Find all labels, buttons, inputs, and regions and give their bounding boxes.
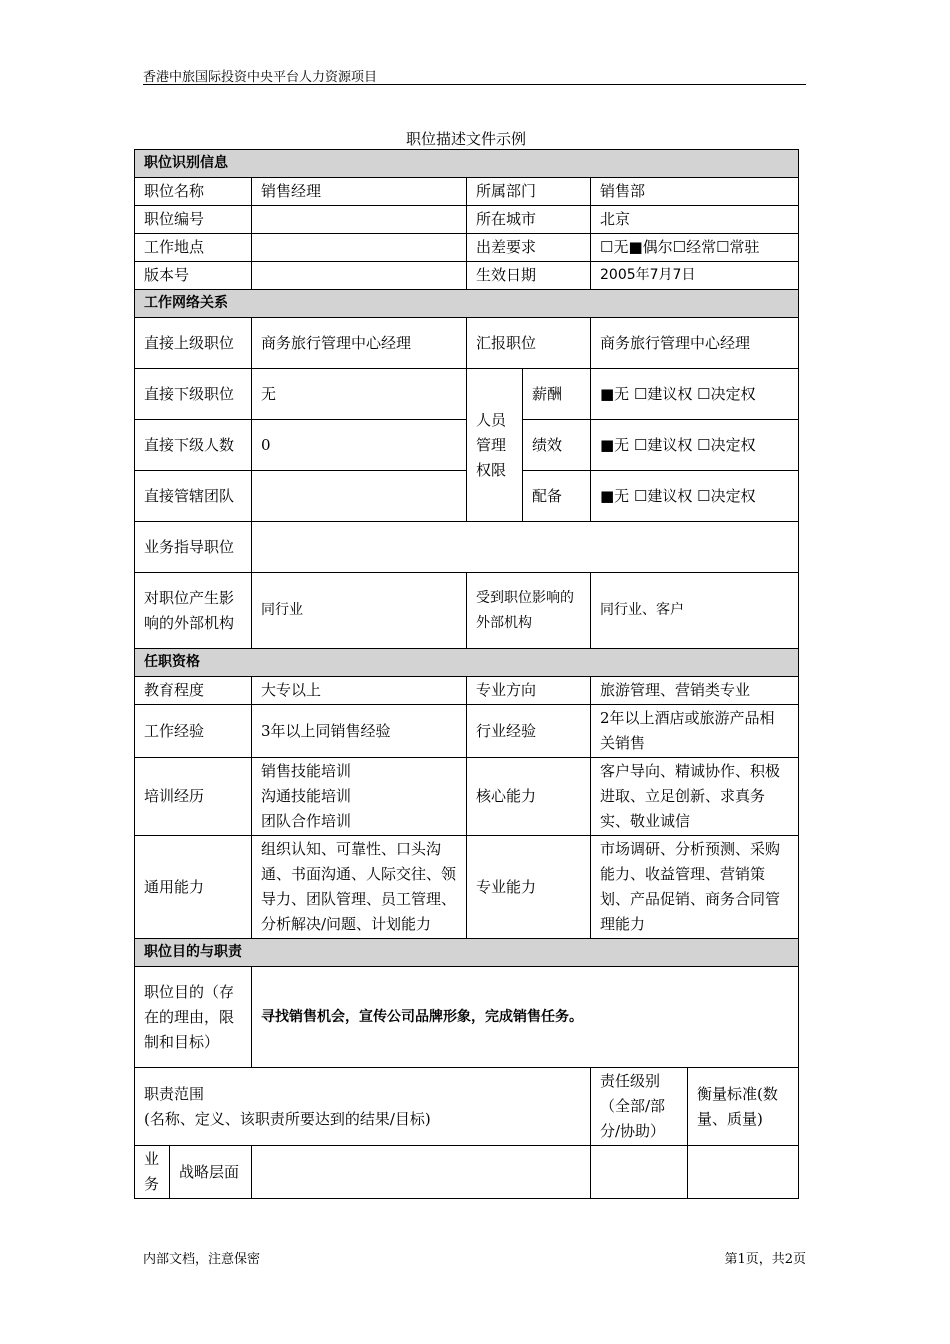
effective-date-label: 生效日期: [467, 262, 591, 290]
education-label: 教育程度: [135, 677, 252, 705]
experience-label: 工作经验: [135, 705, 252, 758]
effective-date-value: 2005年7月7日: [591, 262, 799, 290]
strategy-measure: [688, 1146, 799, 1199]
job-description-table: [134, 149, 799, 1199]
salary-options: ■无 ☐建议权 ☐决定权: [591, 369, 799, 420]
strategy-label: 战略层面: [170, 1146, 252, 1199]
position-code-label: 职位编号: [135, 206, 252, 234]
subordinate-count-value: 0: [252, 420, 467, 471]
header-divider: [143, 84, 806, 85]
travel-label: 出差要求: [467, 234, 591, 262]
section-network: 工作网络关系: [135, 290, 799, 318]
general-label: 通用能力: [135, 836, 252, 939]
major-label: 专业方向: [467, 677, 591, 705]
version-label: 版本号: [135, 262, 252, 290]
salary-label: 薪酬: [523, 369, 591, 420]
subordinate-count-label: 直接下级人数: [135, 420, 252, 471]
subordinate-value: 无: [252, 369, 467, 420]
superior-label: 直接上级职位: [135, 318, 252, 369]
purpose-label: 职位目的（存在的理由，限制和目标）: [135, 967, 252, 1068]
section-identity: 职位识别信息: [135, 150, 799, 178]
position-code-value: [252, 206, 467, 234]
team-value: [252, 471, 467, 522]
external-influenced-label: 受到职位影响的外部机构: [467, 573, 591, 649]
document-title: 职位描述文件示例: [405, 130, 526, 148]
education-value: 大专以上: [252, 677, 467, 705]
external-influenced-value: 同行业、客户: [591, 573, 799, 649]
team-label: 直接管辖团队: [135, 471, 252, 522]
professional-value: 市场调研、分析预测、采购能力、收益管理、营销策划、产品促销、商务合同管理能力: [591, 836, 799, 939]
guidance-value: [252, 522, 799, 573]
strategy-content: [252, 1146, 591, 1199]
work-place-label: 工作地点: [135, 234, 252, 262]
training-item: 团队合作培训: [261, 812, 352, 830]
training-list: [252, 758, 467, 836]
purpose-text: 寻找销售机会，宣传公司品牌形象，完成销售任务。: [252, 967, 799, 1068]
staffing-label: 配备: [523, 471, 591, 522]
general-value: 组织认知、可靠性、口头沟通、书面沟通、人际交往、领导力、团队管理、员工管理、分析解决/问题、计划能力: [252, 836, 467, 939]
guidance-label: 业务指导职位: [135, 522, 252, 573]
work-place-value: [252, 234, 467, 262]
scope-header: [135, 1068, 591, 1146]
training-label: 培训经历: [135, 758, 252, 836]
performance-options: ■无 ☐建议权 ☐决定权: [591, 420, 799, 471]
section-qualification: 任职资格: [135, 649, 799, 677]
scope-sub: (名称、定义、该职责所要达到的结果/目标): [144, 1109, 431, 1128]
footer-page-number: 第1页，共2页: [724, 1252, 806, 1267]
scope-label: 职责范围: [144, 1084, 205, 1103]
subordinate-label: 直接下级职位: [135, 369, 252, 420]
industry-exp-value: 2年以上酒店或旅游产品相关销售: [591, 705, 799, 758]
level-label: 责任级别（全部/部分/协助）: [591, 1068, 688, 1146]
measure-label: 衡量标准(数量、质量): [688, 1068, 799, 1146]
city-label: 所在城市: [467, 206, 591, 234]
external-affected-label: 对职位产生影响的外部机构: [135, 573, 252, 649]
superior-value: 商务旅行管理中心经理: [252, 318, 467, 369]
travel-options: ☐无■偶尔☐经常☐常驻: [591, 234, 799, 262]
core-label: 核心能力: [467, 758, 591, 836]
city-value: 北京: [591, 206, 799, 234]
business-label: 业务: [135, 1146, 170, 1199]
experience-value: 3年以上同销售经验: [252, 705, 467, 758]
performance-label: 绩效: [523, 420, 591, 471]
industry-exp-label: 行业经验: [467, 705, 591, 758]
position-name-label: 职位名称: [135, 178, 252, 206]
section-purpose: 职位目的与职责: [135, 939, 799, 967]
training-item: 沟通技能培训: [261, 787, 352, 805]
strategy-level: [591, 1146, 688, 1199]
external-affected-value: 同行业: [252, 573, 467, 649]
report-value: 商务旅行管理中心经理: [591, 318, 799, 369]
footer-confidential: 内部文档，注意保密: [143, 1252, 261, 1267]
core-value: 客户导向、精诚协作、积极进取、立足创新、求真务实、敬业诚信: [591, 758, 799, 836]
staffing-options: ■无 ☐建议权 ☐决定权: [591, 471, 799, 522]
position-name-value: 销售经理: [252, 178, 467, 206]
professional-label: 专业能力: [467, 836, 591, 939]
version-value: [252, 262, 467, 290]
department-value: 销售部: [591, 178, 799, 206]
page-header: 香港中旅国际投资中央平台人力资源项目: [143, 70, 378, 85]
department-label: 所属部门: [467, 178, 591, 206]
major-value: 旅游管理、营销类专业: [591, 677, 799, 705]
training-item: 销售技能培训: [261, 762, 352, 780]
authority-label: 人员管理权限: [467, 369, 523, 522]
report-label: 汇报职位: [467, 318, 591, 369]
